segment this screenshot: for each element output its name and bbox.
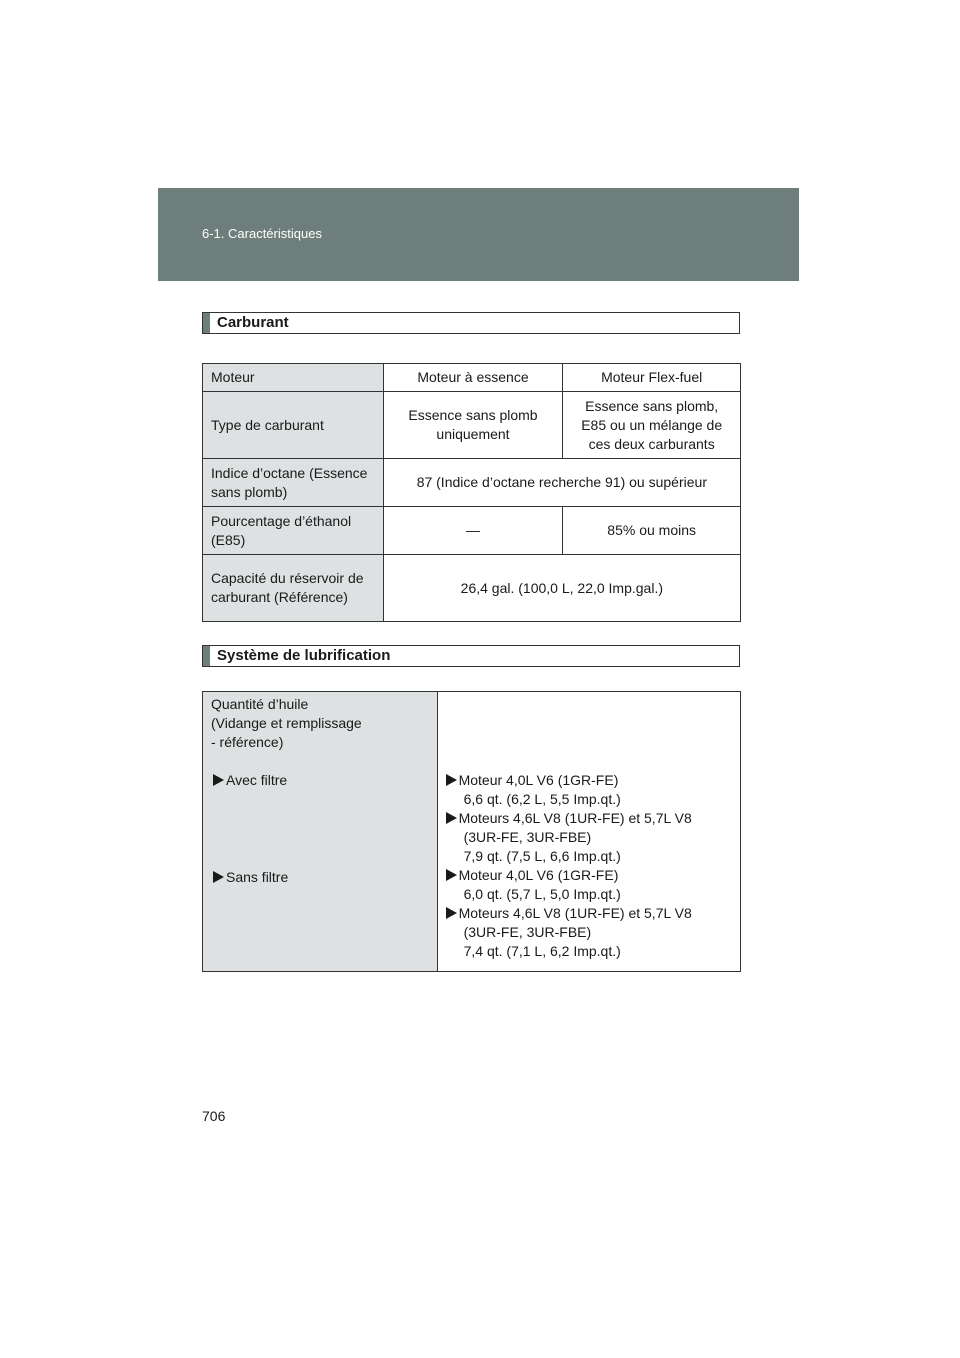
oil-label-line: (Vidange et remplissage (211, 715, 362, 731)
row-label: Type de carburant (203, 392, 384, 459)
oil-label-line: Quantité d’huile (211, 696, 309, 712)
list-item (446, 809, 732, 828)
engine-text: Moteurs 4,6L V8 (1UR-FE) et 5,7L V8 (458, 810, 692, 826)
arrow-icon (446, 774, 457, 786)
fuel-table (202, 363, 741, 622)
col-header-gas: Moteur à essence (383, 364, 563, 392)
engine-code-text: (3UR-FE, 3UR-FBE) (463, 924, 592, 940)
capacity-text: 7,4 qt. (7,1 L, 6,2 Imp.qt.) (463, 943, 621, 959)
arrow-icon (446, 812, 457, 824)
capacity-text: 7,9 qt. (7,5 L, 6,6 Imp.qt.) (463, 848, 621, 864)
section-label: 6-1. Caractéristiques (202, 226, 322, 241)
capacity-text: 6,6 qt. (6,2 L, 5,5 Imp.qt.) (463, 791, 621, 807)
without-filter-label (211, 868, 429, 887)
without-filter-text: Sans filtre (226, 869, 289, 885)
oil-label-cell (203, 692, 438, 972)
arrow-icon (446, 869, 457, 881)
arrow-icon (446, 907, 457, 919)
with-filter-text: Avec filtre (226, 772, 288, 788)
col-header-flex: Moteur Flex-fuel (563, 364, 741, 392)
row-label: Pourcentage d’éthanol (E85) (203, 507, 384, 555)
cell-value: — (383, 507, 563, 555)
cell-value: 87 (Indice d’octane recherche 91) ou supérieur (383, 459, 740, 507)
table-row (203, 507, 741, 555)
cell-value: Essence sans plomb, E85 ou un mélange de ces deux carburants (563, 392, 741, 459)
list-item (446, 904, 732, 923)
row-label: Capacité du réservoir de carburant (Référence) (203, 555, 384, 622)
carburant-heading (202, 312, 740, 334)
col-header-engine: Moteur (203, 364, 384, 392)
oil-label-line: - référence) (211, 734, 284, 750)
oil-values-cell (437, 692, 740, 972)
engine-text: Moteur 4,0L V6 (1GR-FE) (458, 772, 619, 788)
list-item (446, 771, 732, 790)
table-row (203, 392, 741, 459)
table-row (203, 692, 741, 972)
engine-text: Moteur 4,0L V6 (1GR-FE) (458, 867, 619, 883)
chapter-header (158, 188, 799, 281)
carburant-title: Carburant (217, 314, 289, 331)
capacity-text: 6,0 qt. (5,7 L, 5,0 Imp.qt.) (463, 886, 621, 902)
list-item (446, 866, 732, 885)
engine-text: Moteurs 4,6L V8 (1UR-FE) et 5,7L V8 (458, 905, 692, 921)
lubrication-heading (202, 645, 740, 667)
cell-value: 85% ou moins (563, 507, 741, 555)
arrow-icon (213, 774, 224, 786)
table-row (203, 555, 741, 622)
heading-bar (203, 313, 210, 333)
cell-value: Essence sans plomb uniquement (383, 392, 563, 459)
cell-value: 26,4 gal. (100,0 L, 22,0 Imp.gal.) (383, 555, 740, 622)
table-row (203, 364, 741, 392)
row-label: Indice d’octane (Essence sans plomb) (203, 459, 384, 507)
heading-bar (203, 646, 210, 666)
lubrication-title: Système de lubrification (217, 647, 391, 664)
page-number: 706 (202, 1108, 226, 1124)
engine-code-text: (3UR-FE, 3UR-FBE) (463, 829, 592, 845)
lubrication-table (202, 691, 741, 972)
table-row (203, 459, 741, 507)
arrow-icon (213, 871, 224, 883)
with-filter-label (211, 771, 429, 790)
